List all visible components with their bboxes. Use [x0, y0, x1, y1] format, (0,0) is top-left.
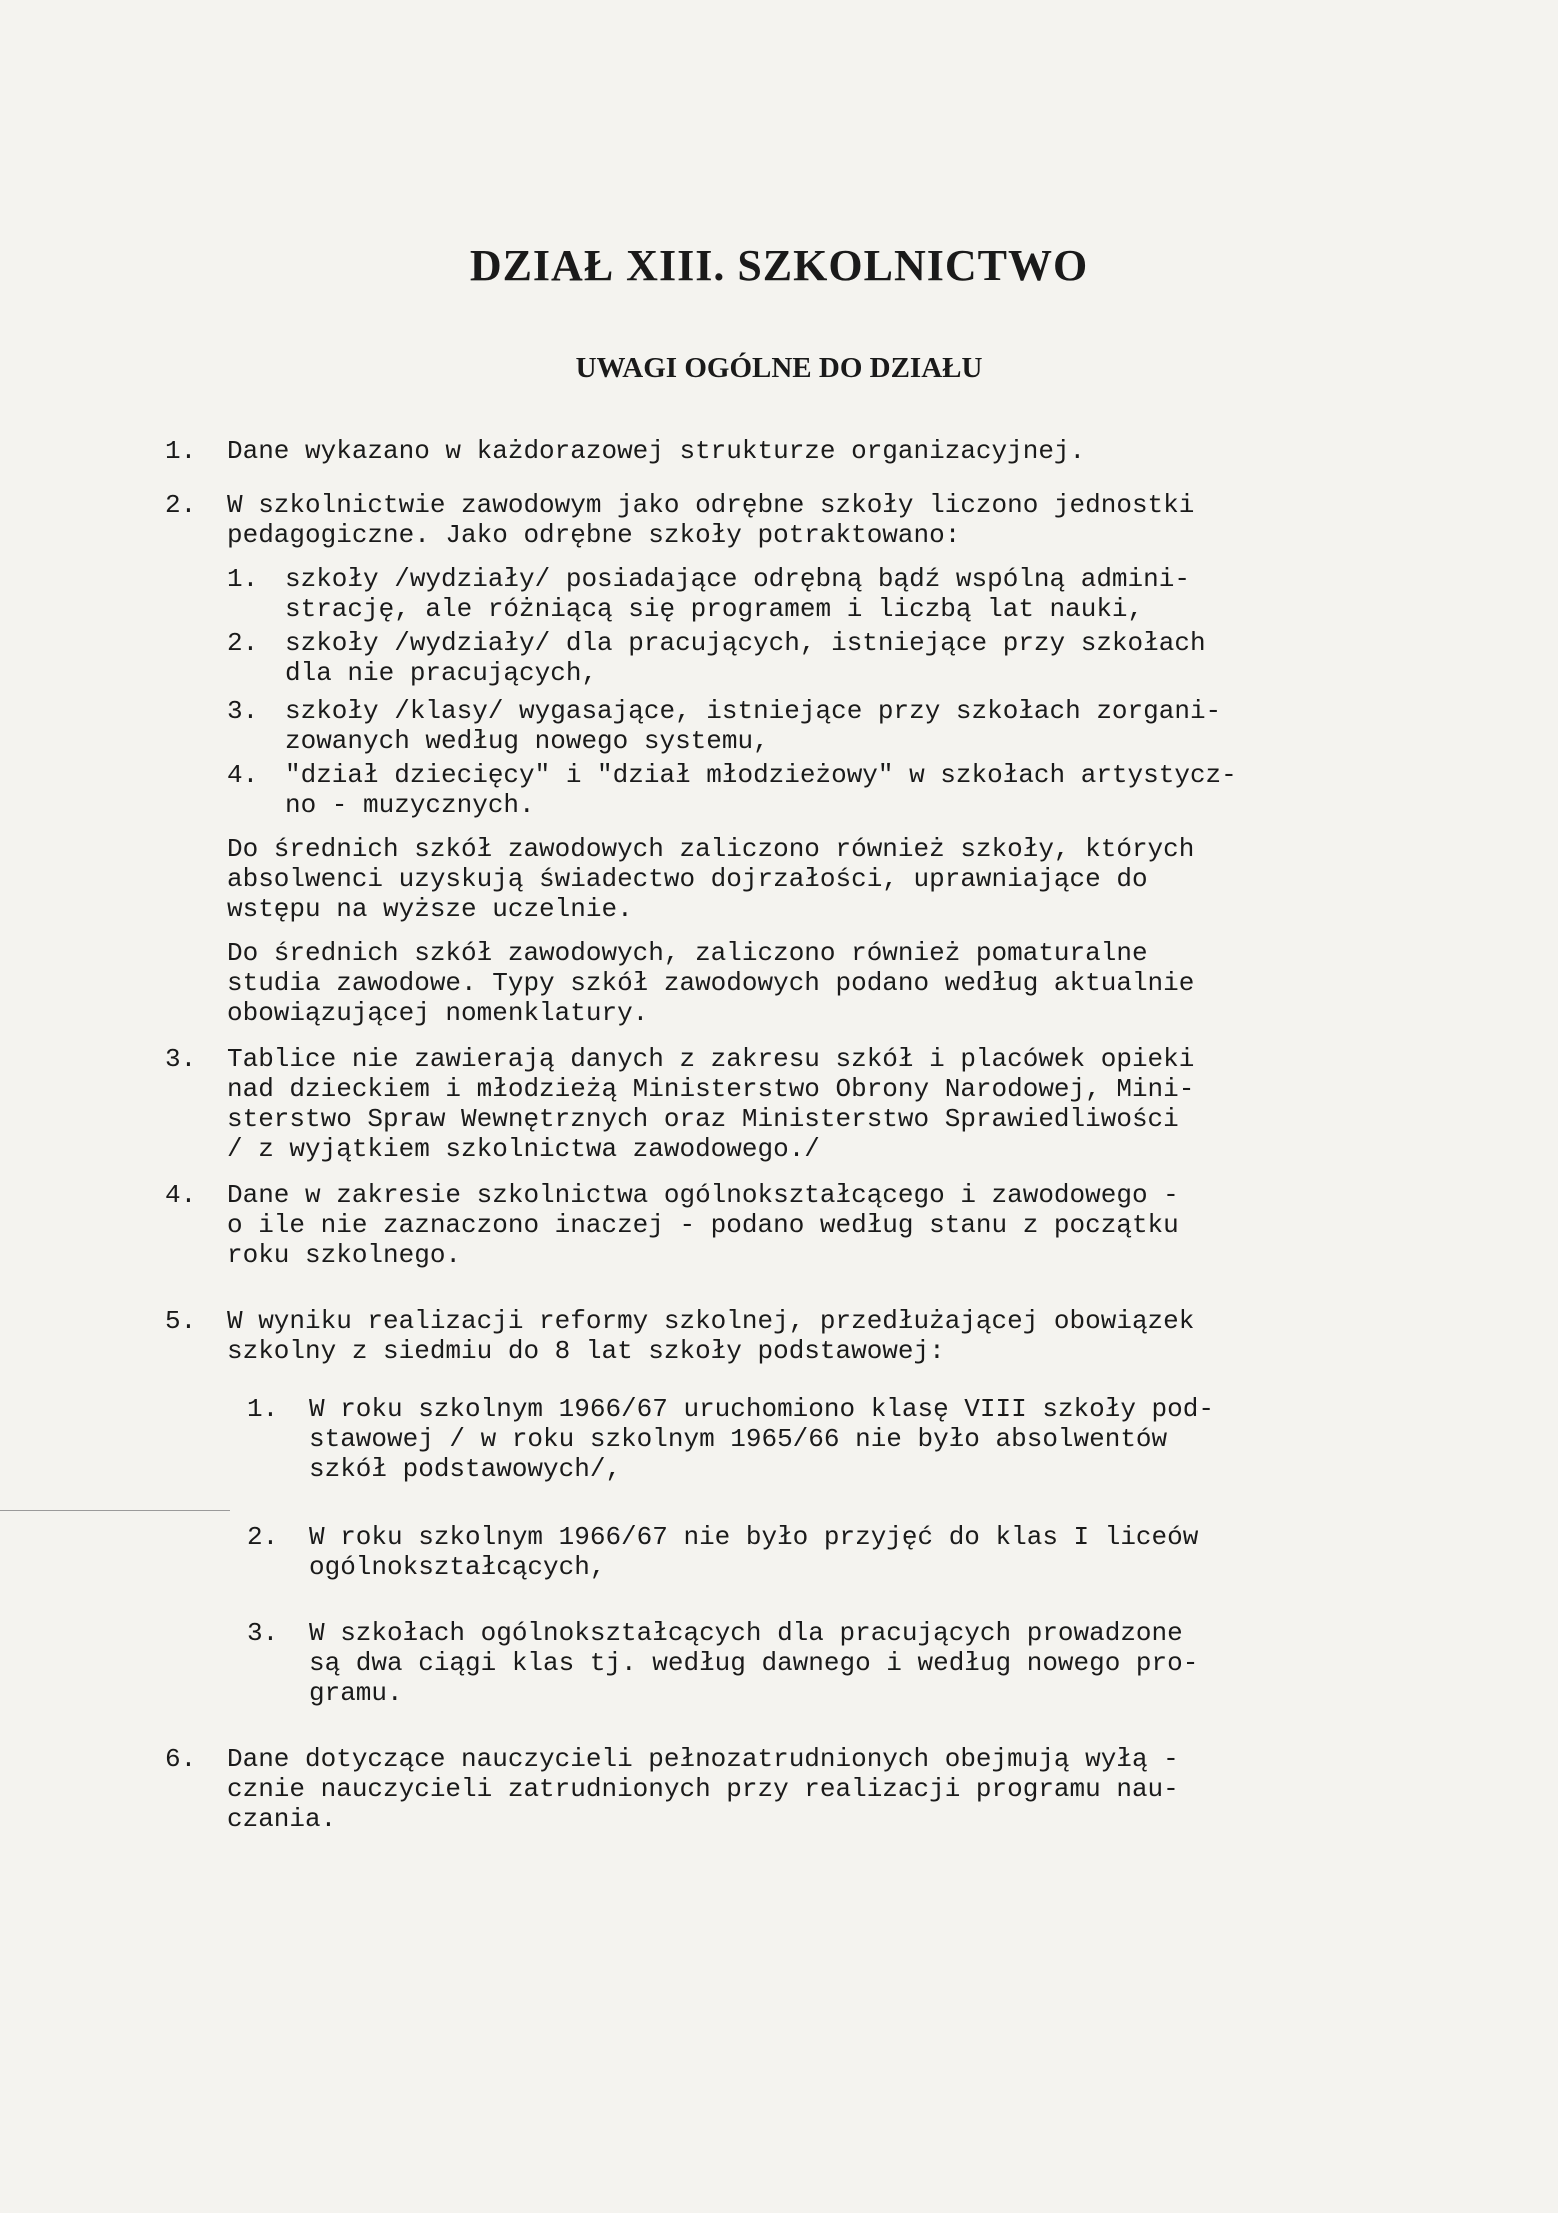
note-line: W wyniku realizacji reformy szkolnej, przedłużającej obowiązek [227, 1306, 1195, 1336]
note-2-paragraph-1 [227, 834, 1405, 924]
subitem-line: szkoły /wydziały/ dla pracujących, istniejące przy szkołach [285, 628, 1206, 658]
page-subtitle: UWAGI OGÓLNE DO DZIAŁU [575, 352, 983, 384]
notes-body [165, 436, 1405, 1834]
subitem-number: 3. [227, 696, 259, 726]
note-line: Tablice nie zawierają danych z zakresu szkół i placówek opieki [227, 1044, 1195, 1074]
note-line: czania. [227, 1804, 337, 1834]
note-6 [165, 1744, 1405, 1834]
page-title: DZIAŁ XIII. SZKOLNICTWO [469, 241, 1089, 290]
note-line: cznie nauczycieli zatrudnionych przy realizacji programu nau- [227, 1774, 1179, 1804]
note-4 [165, 1180, 1405, 1270]
note-5 [165, 1306, 1405, 1708]
subitem-line: gramu. [309, 1678, 403, 1708]
subitem-line: zowanych według nowego systemu, [285, 726, 769, 756]
paragraph-line: absolwenci uzyskują świadectwo dojrzałości, uprawniające do [227, 864, 1148, 894]
subitem-line: szkół podstawowych/, [309, 1454, 622, 1484]
note-line: Dane wykazano w każdorazowej strukturze organizacyjnej. [227, 436, 1086, 466]
subitem-line: ogólnokształcących, [309, 1552, 606, 1582]
note-2-subitem-3 [227, 696, 1405, 756]
note-number: 2. [165, 490, 197, 520]
note-2-subitem-2 [227, 628, 1405, 688]
subitem-line: strację, ale różniącą się programem i liczbą lat nauki, [285, 594, 1144, 624]
note-2-paragraph-2 [227, 938, 1405, 1028]
subitem-line: W roku szkolnym 1966/67 nie było przyjęć do klas I liceów [309, 1522, 1199, 1552]
subitem-number: 2. [247, 1522, 279, 1552]
note-1 [165, 436, 1405, 466]
note-line: sterstwo Spraw Wewnętrznych oraz Ministerstwo Sprawiedliwości [227, 1104, 1179, 1134]
note-line: pedagogiczne. Jako odrębne szkoły potraktowano: [227, 520, 961, 550]
note-line: / z wyjątkiem szkolnictwa zawodowego./ [227, 1134, 820, 1164]
note-line: Dane dotyczące nauczycieli pełnozatrudnionych obejmują wyłą - [227, 1744, 1179, 1774]
note-5-subitem-1 [247, 1394, 1405, 1484]
note-5-subitem-2 [247, 1522, 1405, 1582]
paragraph-line: obowiązującej nomenklatury. [227, 998, 649, 1028]
note-number: 3. [165, 1044, 197, 1074]
subitem-line: dla nie pracujących, [285, 658, 598, 688]
subitem-line: szkoły /wydziały/ posiadające odrębną bądź wspólną admini- [285, 564, 1190, 594]
subitem-line: W roku szkolnym 1966/67 uruchomiono klasę VIII szkoły pod- [309, 1394, 1214, 1424]
subitem-line: W szkołach ogólnokształcących dla pracujących prowadzone [309, 1618, 1183, 1648]
subitem-number: 1. [247, 1394, 279, 1424]
note-2 [165, 490, 1405, 1028]
note-line: W szkolnictwie zawodowym jako odrębne szkoły liczono jednostki [227, 490, 1195, 520]
note-number: 1. [165, 436, 197, 466]
note-2-subitem-4 [227, 760, 1405, 820]
note-5-subitem-3 [247, 1618, 1405, 1708]
paragraph-line: Do średnich szkół zawodowych, zaliczono również pomaturalne [227, 938, 1148, 968]
note-2-subitem-1 [227, 564, 1405, 624]
note-3 [165, 1044, 1405, 1164]
subitem-number: 2. [227, 628, 259, 658]
subitem-line: "dział dziecięcy" i "dział młodzieżowy" w szkołach artystycz- [285, 760, 1237, 790]
subitem-line: no - muzycznych. [285, 790, 535, 820]
note-number: 4. [165, 1180, 197, 1210]
note-line: o ile nie zaznaczono inaczej - podano według stanu z początku [227, 1210, 1179, 1240]
paragraph-line: Do średnich szkół zawodowych zaliczono również szkoły, których [227, 834, 1195, 864]
paragraph-line: wstępu na wyższe uczelnie. [227, 894, 633, 924]
subitem-number: 4. [227, 760, 259, 790]
subitem-line: szkoły /klasy/ wygasające, istniejące przy szkołach zorgani- [285, 696, 1222, 726]
subitem-number: 3. [247, 1618, 279, 1648]
paragraph-line: studia zawodowe. Typy szkół zawodowych podano według aktualnie [227, 968, 1195, 998]
subitem-line: są dwa ciągi klas tj. według dawnego i według nowego pro- [309, 1648, 1199, 1678]
note-number: 5. [165, 1306, 197, 1336]
note-number: 6. [165, 1744, 197, 1774]
note-line: szkolny z siedmiu do 8 lat szkoły podstawowej: [227, 1336, 945, 1366]
note-line: roku szkolnego. [227, 1240, 462, 1270]
subitem-number: 1. [227, 564, 259, 594]
note-line: nad dzieckiem i młodzieżą Ministerstwo Obrony Narodowej, Mini- [227, 1074, 1195, 1104]
note-line: Dane w zakresie szkolnictwa ogólnokształcącego i zawodowego - [227, 1180, 1179, 1210]
subitem-line: stawowej / w roku szkolnym 1965/66 nie było absolwentów [309, 1424, 1168, 1454]
